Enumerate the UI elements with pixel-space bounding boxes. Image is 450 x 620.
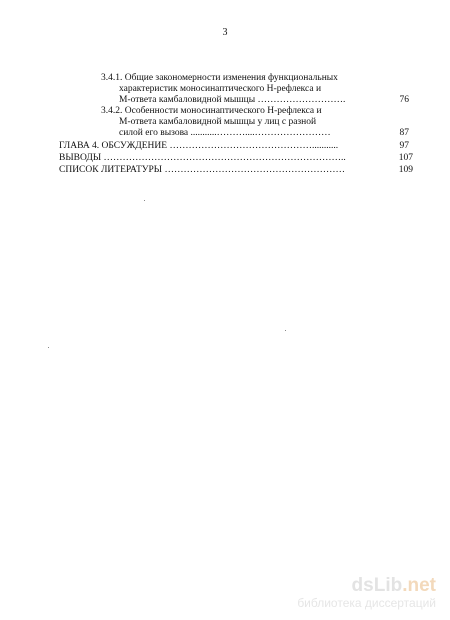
toc-entry-conclusions-page: 107 bbox=[398, 153, 413, 163]
toc-entry-3-4-1-line-3: М-ответа камбаловидной мышцы ………………………. bbox=[119, 95, 346, 105]
toc-entry-chapter-4-page: 97 bbox=[399, 141, 409, 151]
scan-speck bbox=[48, 347, 49, 348]
toc-entry-3-4-1-line-2: характеристик моносинаптического Н-рефлекса и bbox=[119, 84, 322, 94]
toc-entry-3-4-2-line-3: силой его вызова ...........………....…………………… bbox=[119, 128, 331, 138]
page-number: 3 bbox=[222, 27, 228, 38]
toc-entry-3-4-2-line-2: М-ответа камбаловидной мышцы у лиц с разной bbox=[119, 117, 317, 127]
scan-speck bbox=[144, 200, 145, 201]
toc-entry-conclusions: ВЫВОДЫ ………………………………………………………………….. bbox=[59, 153, 346, 163]
watermark bbox=[297, 576, 436, 610]
toc-entry-3-4-1-line-1: 3.4.1. Общие закономерности изменения функциональных bbox=[101, 73, 338, 83]
watermark-logo: dsLib.net bbox=[351, 575, 436, 596]
toc-entry-chapter-4: ГЛАВА 4. ОБСУЖДЕНИЕ ………………………………………........... bbox=[59, 141, 339, 151]
toc-entry-references-page: 109 bbox=[398, 165, 413, 175]
toc-entry-3-4-2-line-1: 3.4.2. Особенности моносинаптического Н-рефлекса и bbox=[101, 106, 322, 116]
toc-entry-references: СПИСОК ЛИТЕРАТУРЫ ………………………………………………… bbox=[59, 165, 345, 175]
scan-speck bbox=[285, 330, 286, 331]
toc-entry-3-4-2-page: 87 bbox=[399, 128, 409, 138]
watermark-subtitle: библиотека диссертаций bbox=[297, 596, 436, 610]
toc-entry-3-4-1-page: 76 bbox=[399, 95, 409, 105]
